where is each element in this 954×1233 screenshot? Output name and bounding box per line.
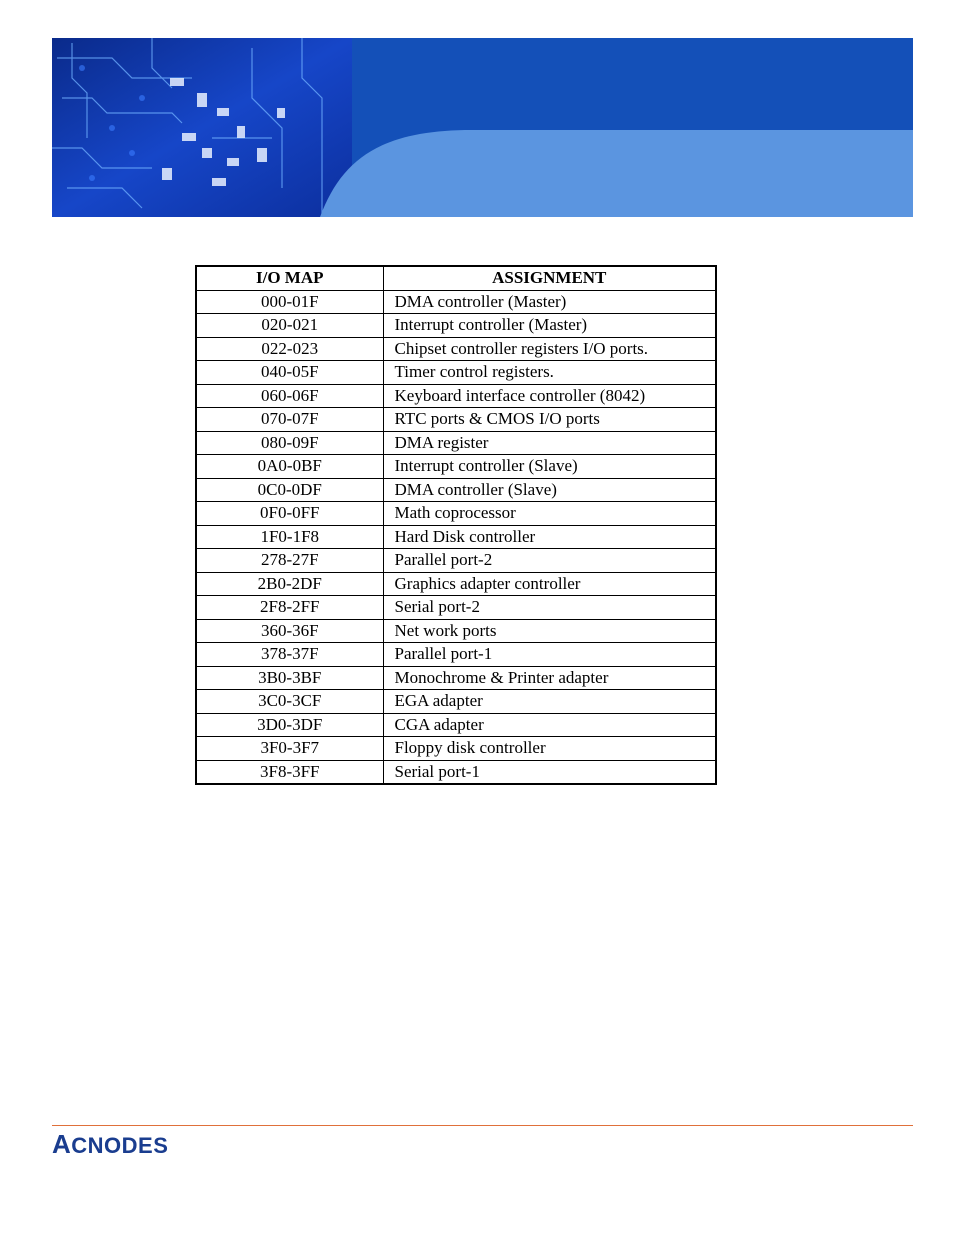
table-row (196, 737, 716, 761)
table-row (196, 290, 716, 314)
column-header-io-map: I/O MAP (196, 266, 383, 290)
io-map-cell: 3F0-3F7 (196, 737, 383, 761)
io-map-cell: 3F8-3FF (196, 760, 383, 784)
io-map-cell: 3D0-3DF (196, 713, 383, 737)
footer-divider (52, 1125, 913, 1126)
table-row (196, 314, 716, 338)
io-map-cell: 000-01F (196, 290, 383, 314)
io-map-cell: 0C0-0DF (196, 478, 383, 502)
acnodes-logo (52, 1131, 212, 1159)
assignment-cell: Serial port-1 (383, 760, 716, 784)
io-map-cell: 020-021 (196, 314, 383, 338)
assignment-cell: Keyboard interface controller (8042) (383, 384, 716, 408)
assignment-cell: Parallel port-1 (383, 643, 716, 667)
io-map-cell: 080-09F (196, 431, 383, 455)
io-map-cell: 278-27F (196, 549, 383, 573)
table-row (196, 690, 716, 714)
assignment-cell: RTC ports & CMOS I/O ports (383, 408, 716, 432)
io-map-cell: 2B0-2DF (196, 572, 383, 596)
table-row (196, 408, 716, 432)
io-map-cell: 1F0-1F8 (196, 525, 383, 549)
assignment-cell: Net work ports (383, 619, 716, 643)
assignment-cell: Timer control registers. (383, 361, 716, 385)
table-row (196, 525, 716, 549)
io-map-cell: 022-023 (196, 337, 383, 361)
header-banner (52, 38, 913, 217)
circuit-board-banner (52, 38, 913, 217)
assignment-cell: EGA adapter (383, 690, 716, 714)
table-row (196, 455, 716, 479)
table-row (196, 361, 716, 385)
table-row (196, 713, 716, 737)
assignment-cell: DMA controller (Master) (383, 290, 716, 314)
svg-text:ACNODES: ACNODES (52, 1131, 169, 1159)
io-map-cell: 0A0-0BF (196, 455, 383, 479)
assignment-cell: DMA controller (Slave) (383, 478, 716, 502)
table-row (196, 760, 716, 784)
assignment-cell: Serial port-2 (383, 596, 716, 620)
io-map-cell: 360-36F (196, 619, 383, 643)
column-header-assignment: ASSIGNMENT (383, 266, 716, 290)
assignment-cell: Monochrome & Printer adapter (383, 666, 716, 690)
assignment-cell: Graphics adapter controller (383, 572, 716, 596)
assignment-cell: Floppy disk controller (383, 737, 716, 761)
table-row (196, 478, 716, 502)
table-row (196, 549, 716, 573)
table-row (196, 596, 716, 620)
table-row (196, 643, 716, 667)
table-row (196, 666, 716, 690)
assignment-cell: Parallel port-2 (383, 549, 716, 573)
table-row (196, 619, 716, 643)
table-header-row (196, 266, 716, 290)
io-map-cell: 070-07F (196, 408, 383, 432)
assignment-cell: DMA register (383, 431, 716, 455)
io-map-cell: 0F0-0FF (196, 502, 383, 526)
assignment-cell: Math coprocessor (383, 502, 716, 526)
table-row (196, 572, 716, 596)
table-row (196, 384, 716, 408)
io-map-table (195, 265, 717, 785)
assignment-cell: Hard Disk controller (383, 525, 716, 549)
table-row (196, 337, 716, 361)
table-row (196, 431, 716, 455)
assignment-cell: Chipset controller registers I/O ports. (383, 337, 716, 361)
io-map-cell: 060-06F (196, 384, 383, 408)
assignment-cell: Interrupt controller (Slave) (383, 455, 716, 479)
io-map-cell: 3C0-3CF (196, 690, 383, 714)
io-map-cell: 2F8-2FF (196, 596, 383, 620)
assignment-cell: Interrupt controller (Master) (383, 314, 716, 338)
io-map-cell: 040-05F (196, 361, 383, 385)
io-map-cell: 378-37F (196, 643, 383, 667)
assignment-cell: CGA adapter (383, 713, 716, 737)
table-row (196, 502, 716, 526)
io-map-cell: 3B0-3BF (196, 666, 383, 690)
table-body (196, 290, 716, 784)
